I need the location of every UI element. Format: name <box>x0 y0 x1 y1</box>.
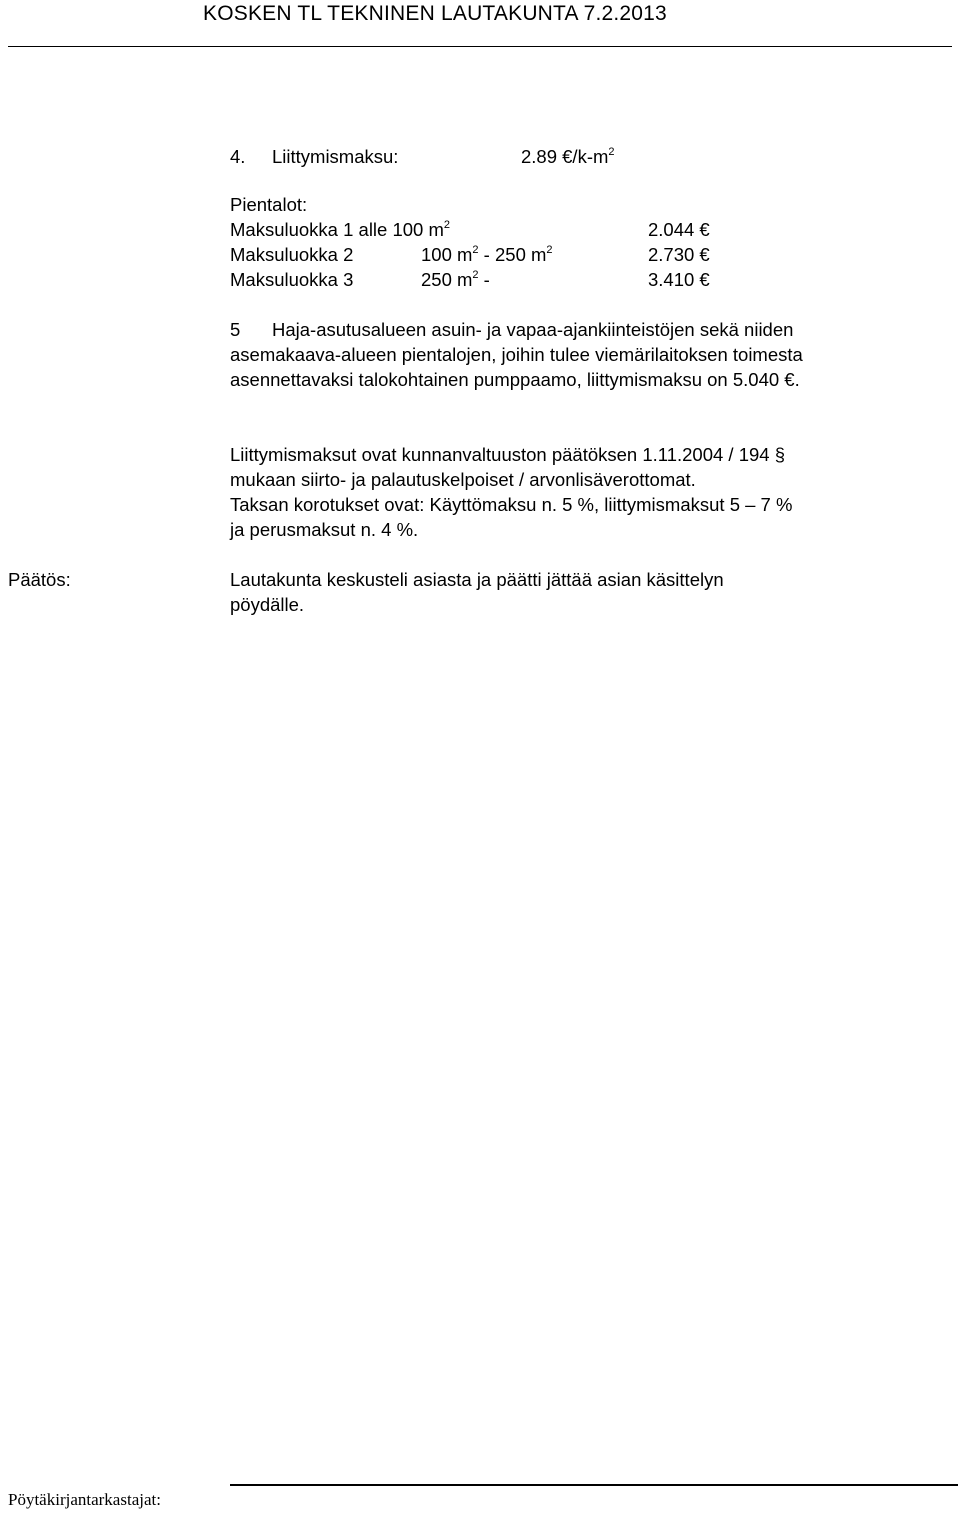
notes-line-3: Taksan korotukset ovat: Käyttömaksu n. 5 %, liittymismaksut 5 – 7 % <box>230 494 793 515</box>
decision-label: Päätös: <box>8 569 71 590</box>
header-divider <box>8 46 952 47</box>
item5-number: 5 <box>230 319 241 340</box>
notes-line-2: mukaan siirto- ja palautuskelpoiset / arvonlisäverottomat. <box>230 469 696 490</box>
page-header-title: KOSKEN TL TEKNINEN LAUTAKUNTA 7.2.2013 <box>203 2 667 25</box>
item5-line-2: asemakaava-alueen pientalojen, joihin tulee viemärilaitoksen toimesta <box>230 344 803 365</box>
pientalot-heading: Pientalot: <box>230 194 308 215</box>
item5-line-1: Haja-asutusalueen asuin- ja vapaa-ajankiinteistöjen sekä niiden <box>272 319 794 340</box>
fee-class-2-name: Maksuluokka 2 <box>230 244 354 265</box>
fee-class-2-price: 2.730 € <box>648 244 710 265</box>
fee-class-3-price: 3.410 € <box>648 269 710 290</box>
item4-value: 2.89 $€/k-m^2$ <box>521 146 615 167</box>
fee-class-1-price: 2.044 € <box>648 219 710 240</box>
item5-line-3: asennettavaksi talokohtainen pumppaamo, liittymismaksu on 5.040 €. <box>230 369 800 390</box>
signature-line <box>230 1484 958 1486</box>
notes-line-4: ja perusmaksut n. 4 %. <box>230 519 419 540</box>
fee-class-2-range: 100 $m^2 - 250$ $m^2$ <box>421 244 553 265</box>
fee-class-3-name: Maksuluokka 3 <box>230 269 354 290</box>
decision-line-1: Lautakunta keskusteli asiasta ja päätti jättää asian käsittelyn <box>230 569 724 590</box>
item4-label: Liittymismaksu: <box>272 146 399 167</box>
fee-class-1-name: Maksuluokka 1 alle 100 $m^2$ <box>230 219 451 240</box>
fee-class-3-range: 250 $m^2$ - <box>421 269 490 290</box>
decision-line-2: pöydälle. <box>230 594 305 615</box>
footer-label: Pöytäkirjantarkastajat: <box>8 1490 161 1509</box>
item4-number: 4. <box>230 146 246 167</box>
notes-line-1: Liittymismaksut ovat kunnanvaltuuston päätöksen 1.11.2004 / 194 § <box>230 444 786 465</box>
